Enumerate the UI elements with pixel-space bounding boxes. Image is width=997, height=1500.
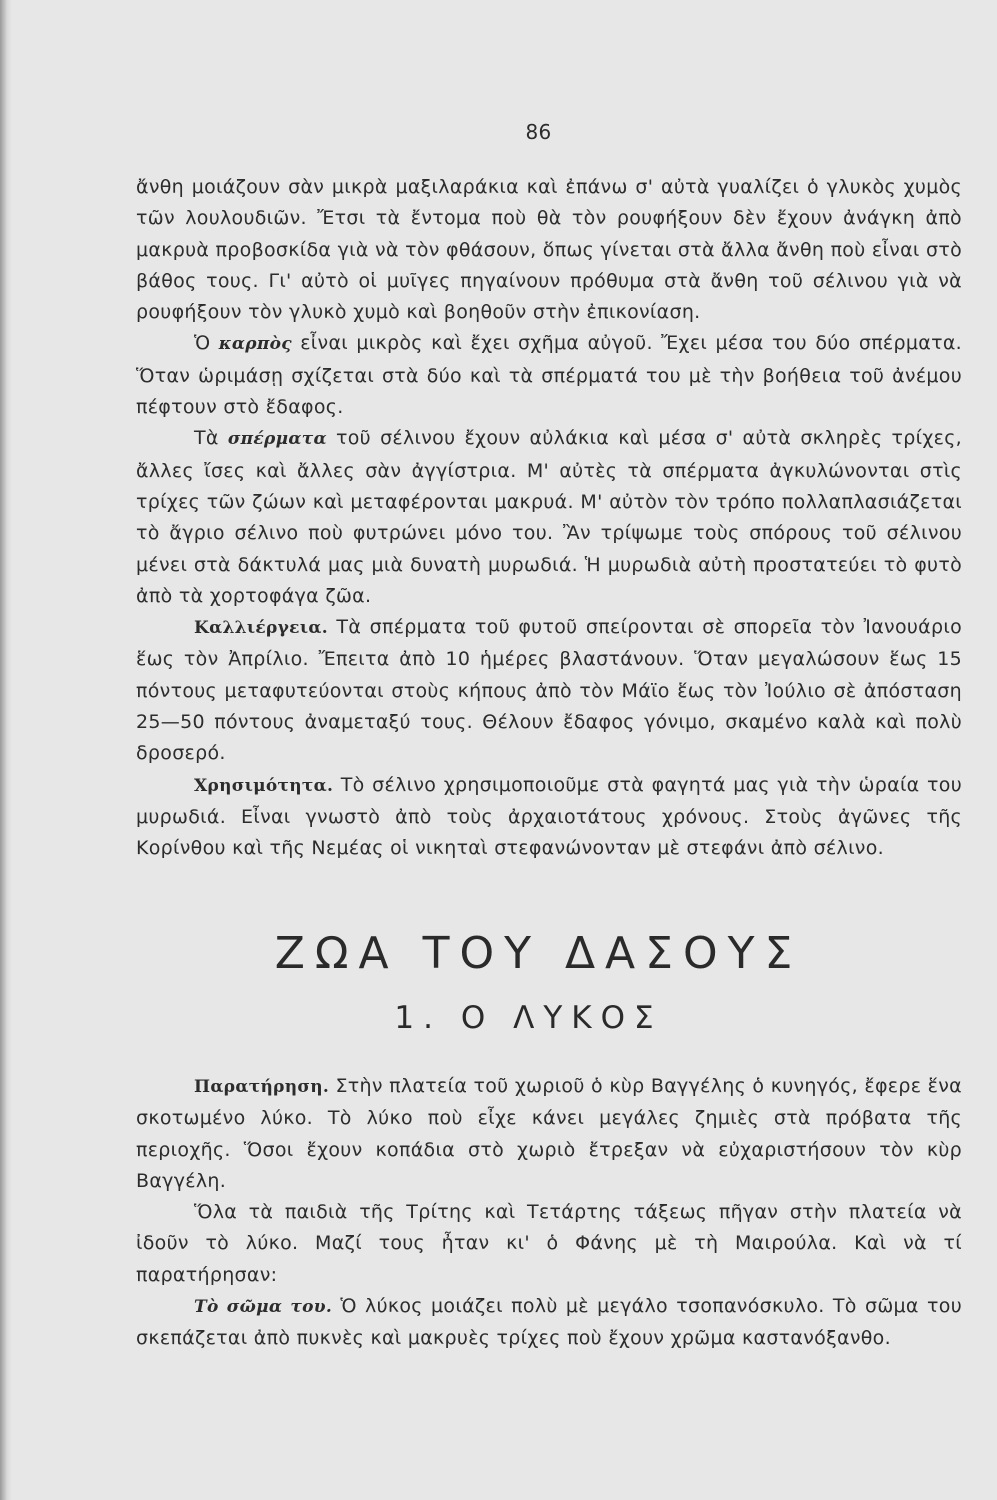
- paragraph-seeds-pre: Τὰ: [194, 427, 228, 450]
- wolf-text-block: [136, 1071, 962, 1355]
- page-number: 86: [525, 120, 552, 144]
- term-cultivation: Καλλιέργεια.: [194, 618, 328, 639]
- paragraph-cultivation-text: Τὰ σπέρματα τοῦ φυτοῦ σπείρονται σὲ σπορεῖα τὸν Ἰανουάριο ἕως τὸν Ἀπρίλιο. Ἔπειτα ἀπὸ 10 ἡμέρες βλαστάνουν. Ὅταν μεγαλώσουν ἕως 15 πόντους μεταφυτεύονται στοὺς κήπους ἀπὸ τὸν Μάϊο ἕως τὸν Ἰούλιο σὲ ἀπόσταση 25—50 πόντους ἀναμεταξύ τους. Θέλουν ἔδαφος γόνιμο, σκαμένο καλὰ καὶ πολὺ δροσερό.: [136, 616, 962, 765]
- paragraph-observation: [136, 1071, 962, 1197]
- chapter-title: ΖΩΑ ΤΟΥ ΔΑΣΟΥΣ: [274, 928, 803, 979]
- term-body: Τὸ σῶμα του.: [194, 1297, 333, 1318]
- paragraph-observation-text: Στὴν πλατεία τοῦ χωριοῦ ὁ κὺρ Βαγγέλης ὁ κυνηγός, ἔφερε ἕνα σκοτωμένο λύκο. Τὸ λύκο ποὺ εἶχε κάνει μεγάλες ζημιὲς στὰ πρόβατα τῆς περιοχῆς. Ὅσοι ἔχουν κοπάδια στὸ χωριὸ ἔτρεξαν νὰ εὐχαριστήσουν τὸν κὺρ Βαγγέλη.: [136, 1075, 962, 1192]
- paragraph-usefulness-text: Τὸ σέλινο χρησιμοποιοῦμε στὰ φαγητά μας γιὰ τὴν ὡραία του μυρωδιά. Εἶναι γνωστὸ ἀπὸ τοὺς ἀρχαιοτάτους χρόνους. Στοὺς ἀγῶνες τῆς Κορίνθου καὶ τῆς Νεμέας οἱ νικηταὶ στεφανώνονταν μὲ στεφάνι ἀπὸ σέλινο.: [136, 773, 962, 860]
- term-fruit: καρπὸς: [218, 334, 292, 355]
- paragraph-body-text: Ὁ λύκος μοιάζει πολὺ μὲ μεγάλο τσοπανόσκυλο. Τὸ σῶμα του σκεπάζεται ἀπὸ πυκνὲς καὶ μακρυὲς τρίχες ποὺ ἔχουν χρῶμα καστανόξανθο.: [136, 1295, 962, 1350]
- section-title: 1. Ο ΛΥΚΟΣ: [394, 1000, 663, 1036]
- paragraph-fruit: [136, 328, 962, 423]
- paragraph-children: Ὅλα τὰ παιδιὰ τῆς Τρίτης καὶ Τετάρτης τάξεως πῆγαν στὴν πλατεία νὰ ἰδοῦν τὸ λύκο. Μαζί τους ἦταν κι' ὁ Φάνης μὲ τὴ Μαιρούλα. Καὶ νὰ τί παρατήρησαν:: [136, 1201, 962, 1286]
- term-seeds: σπέρματα: [227, 429, 327, 450]
- paragraph-fruit-pre: Ὁ: [194, 332, 219, 355]
- paragraph-seeds: [136, 423, 962, 612]
- celery-text-block: [136, 172, 962, 865]
- paragraph-fruit-text: εἶναι μικρὸς καὶ ἔχει σχῆμα αὐγοῦ. Ἔχει μέσα του δύο σπέρματα. Ὅταν ὡριμάσῃ σχίζεται στὰ δύο καὶ τὰ σπέρματά του μὲ τὴν βοήθεια τοῦ ἀνέμου πέφτουν στὸ ἔδαφος.: [136, 332, 962, 419]
- paragraph-body: [136, 1291, 962, 1355]
- paragraph-usefulness: [136, 770, 962, 865]
- page-edge-shadow: [0, 0, 12, 1500]
- paragraph-seeds-text: τοῦ σέλινου ἔχουν αὐλάκια καὶ μέσα σ' αὐτὰ σκληρὲς τρίχες, ἄλλες ἴσες καὶ ἄλλες σὰν ἀγγίστρια. Μ' αὐτὲς τὰ σπέρματα ἀγκυλώνονται στὶς τρίχες τῶν ζώων καὶ μεταφέρονται μακρυά. Μ' αὐτὸν τὸν τρόπο πολλαπλασιάζεται τὸ ἄγριο σέλινο ποὺ φυτρώνει μόνο του. Ἂν τρίψωμε τοὺς σπόρους τοῦ σέλινου μένει στὰ δάκτυλά μας μιὰ δυνατὴ μυρωδιά. Ἡ μυρωδιὰ αὐτὴ προστατεύει τὸ φυτὸ ἀπὸ τὰ χορτοφάγα ζῶα.: [136, 427, 962, 607]
- term-usefulness: Χρησιμότητα.: [194, 775, 334, 796]
- paragraph-flowers: ἄνθη μοιάζουν σὰν μικρὰ μαξιλαράκια καὶ ἐπάνω σ' αὐτὰ γυαλίζει ὁ γλυκὸς χυμὸς τῶν λουλουδιῶν. Ἔτσι τὰ ἔντομα ποὺ θὰ τὸν ρουφήξουν δὲν ἔχουν ἀνάγκη ἀπὸ μακρυὰ προβοσκίδα γιὰ νὰ τὸν φθάσουν, ὅπως γίνεται στὰ ἄλλα ἄνθη ποὺ εἶναι στὸ βάθος τους. Γι' αὐτὸ οἱ μυῖγες πηγαίνουν πρόθυμα στὰ ἄνθη τοῦ σέλινου γιὰ νὰ ρουφήξουν τὸν γλυκὸ χυμὸ καὶ βοηθοῦν στὴν ἐπικονίαση.: [136, 176, 962, 324]
- term-observation: Παρατήρηση.: [194, 1077, 330, 1097]
- paragraph-cultivation: [136, 612, 962, 769]
